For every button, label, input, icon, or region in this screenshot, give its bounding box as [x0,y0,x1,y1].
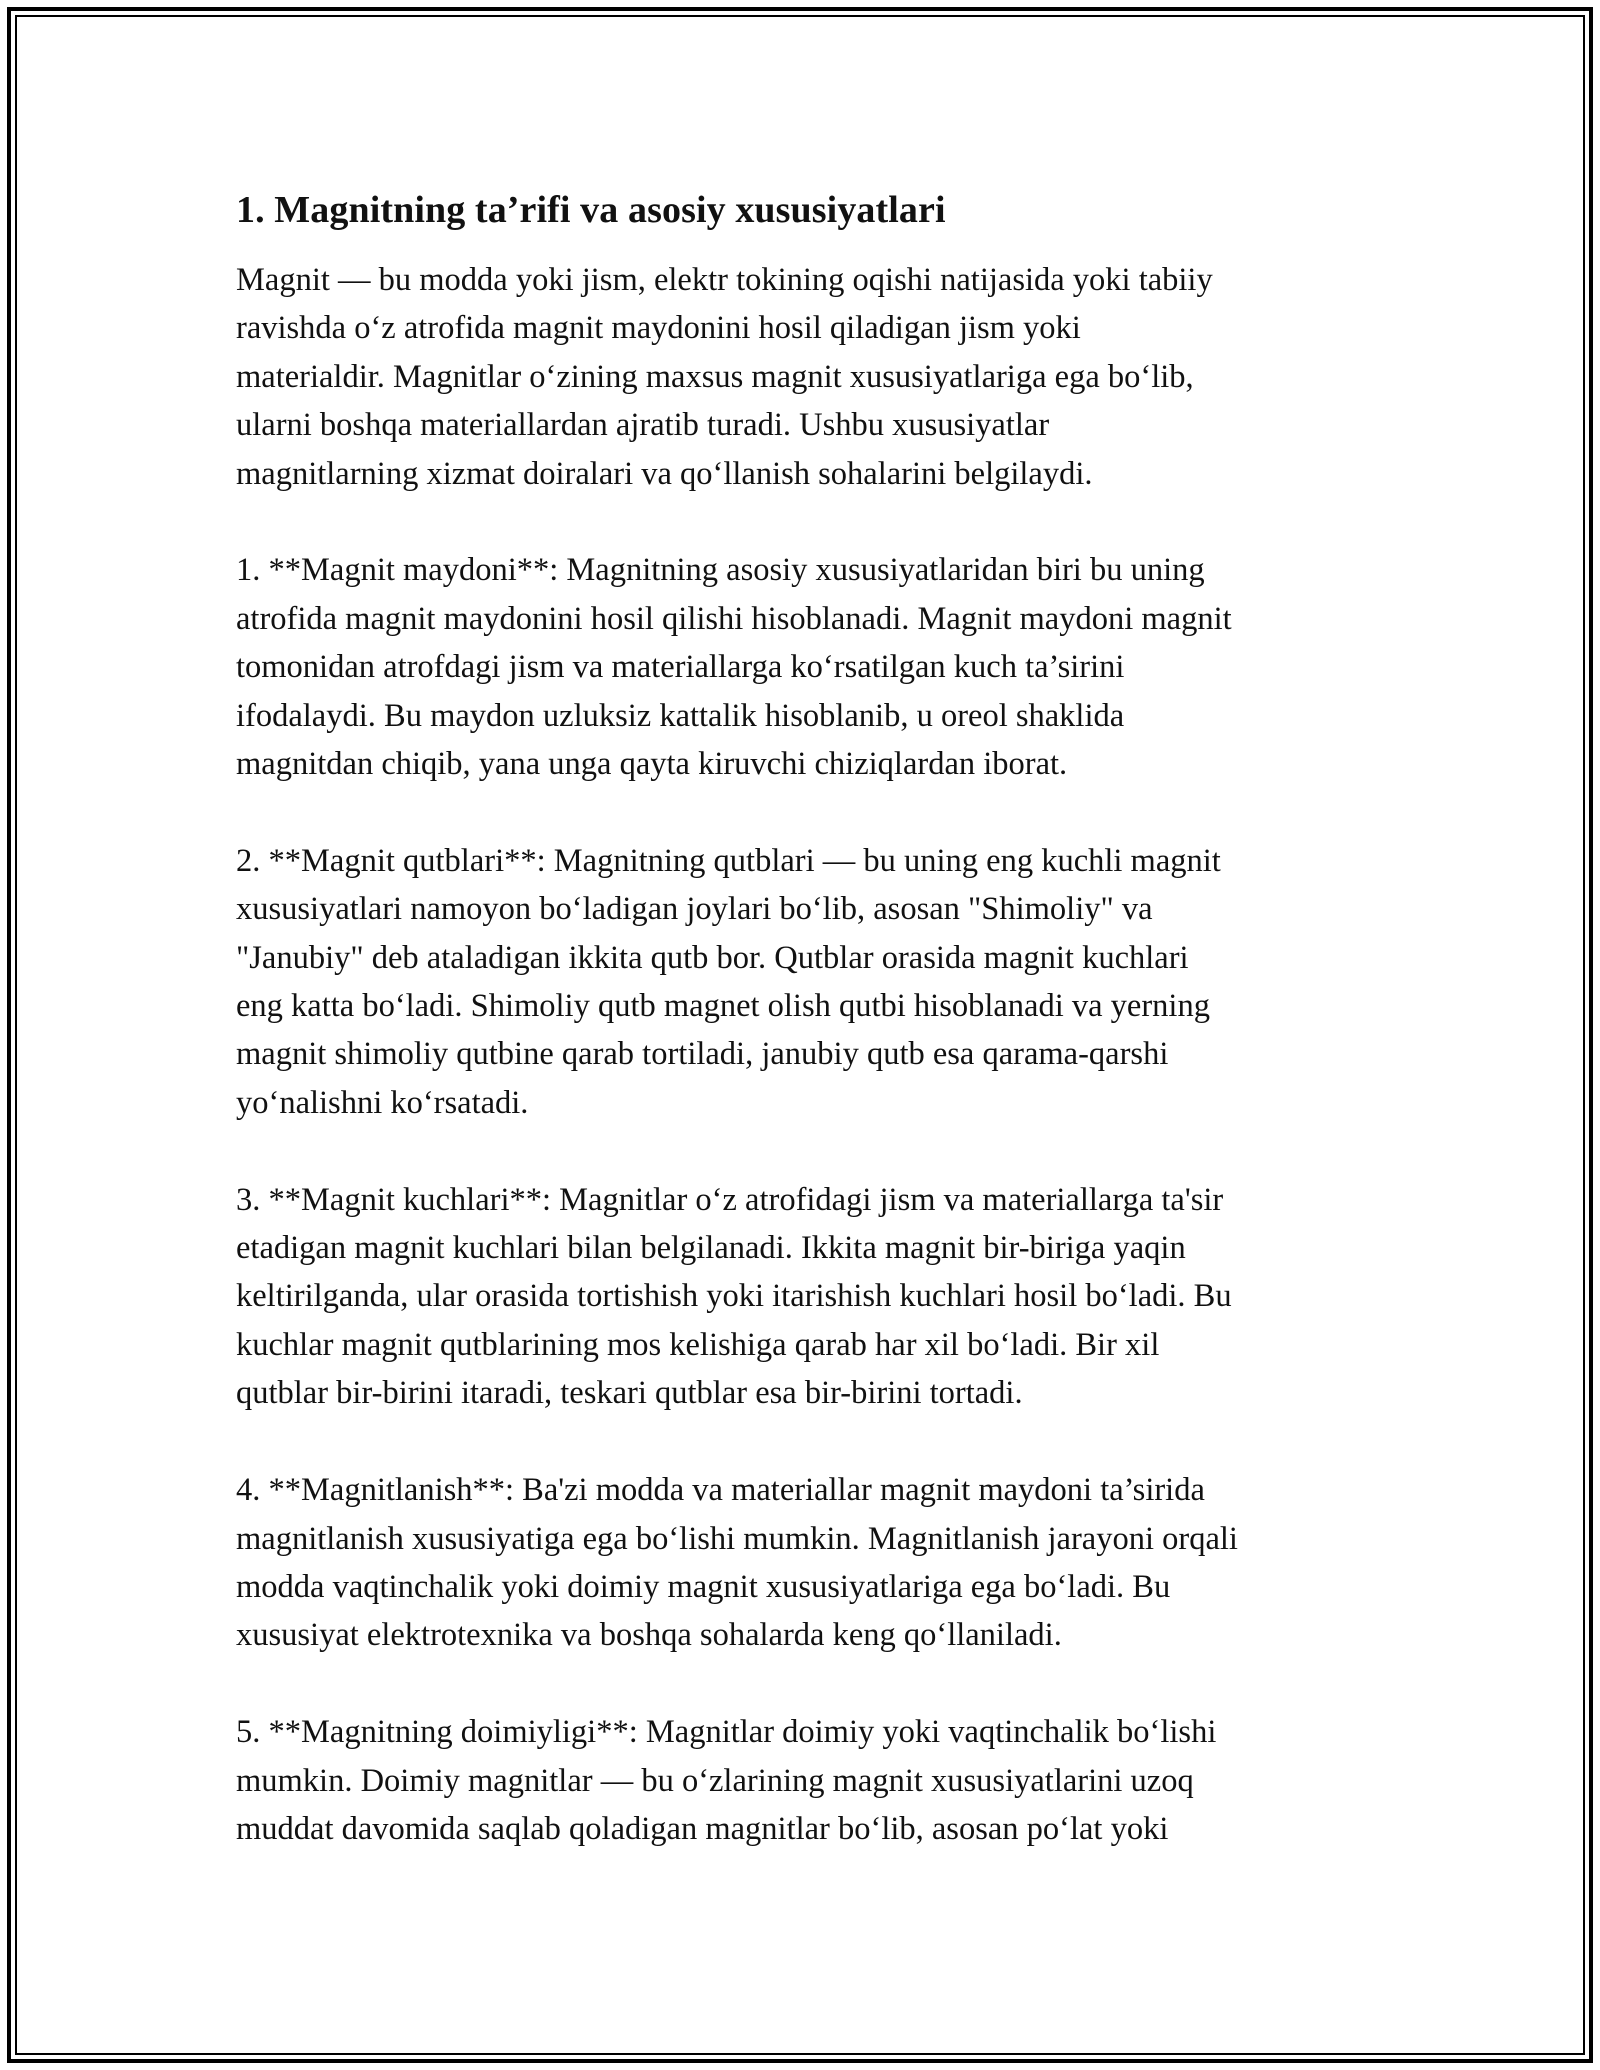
section-title: 1. Magnitning ta’rifi va asosiy xususiyatlari [236,189,946,231]
list-item-magnetic-forces: 3. **Magnit kuchlari**: Magnitlar oʻz atrofidagi jism va materiallarga ta'sir etadigan magnit kuchlari bilan belgilanadi. Ikkita magnit bir-biriga yaqin keltirilganda, ular orasida tortishish yoki itarishish kuchlari hosil boʻladi. Bu kuchlar magnit qutblarining mos kelishiga qarab har xil boʻladi. Bir xil qutblar bir-birini itaradi, teskari qutblar esa bir-birini tortadi. [236,1181,1232,1412]
list-item-magnetization: 4. **Magnitlanish**: Ba'zi modda va materiallar magnit maydoni ta’sirida magnitlanish xususiyatiga ega boʻlishi mumkin. Magnitlanish jarayoni orqali modda vaqtinchalik yoki doimiy magnit xususiyatlariga ega boʻladi. Bu xususiyat elektrotexnika va boshqa sohalarda keng qoʻllaniladi. [236,1472,1238,1654]
document-body [236,186,1376,1853]
list-item-permanence: 5. **Magnitning doimiyligi**: Magnitlar doimiy yoki vaqtinchalik boʻlishi mumkin. Doimiy magnitlar — bu oʻzlarining magnit xususiyatlarini uzoq muddat davomida saqlab qoladigan magnitlar boʻlib, asosan poʻlat yoki [236,1714,1217,1847]
list-item-magnetic-field: 1. **Magnit maydoni**: Magnitning asosiy xususiyatlaridan biri bu uning atrofida magnit maydonini hosil qilishi hisoblanadi. Magnit maydoni magnit tomonidan atrofdagi jism va materiallarga koʻrsatilgan kuch ta’sirini ifodalaydi. Bu maydon uzluksiz kattalik hisoblanib, u oreol shaklida magnitdan chiqib, yana unga qayta kiruvchi chiziqlardan iborat. [236,552,1232,783]
intro-paragraph: Magnit — bu modda yoki jism, elektr tokining oqishi natijasida yoki tabiiy ravishda oʻz atrofida magnit maydonini hosil qiladigan jism yoki materialdir. Magnitlar oʻzining maxsus magnit xususiyatlariga ega boʻlib, ularni boshqa materiallardan ajratib turadi. Ushbu xususiyatlar magnitlarning xizmat doiralari va qoʻllanish sohalarini belgilaydi. [236,262,1213,492]
list-item-magnetic-poles: 2. **Magnit qutblari**: Magnitning qutblari — bu uning eng kuchli magnit xususiyatlari namoyon boʻladigan joylari boʻlib, asosan "Shimoliy" va "Janubiy" deb ataladigan ikkita qutb bor. Qutblar orasida magnit kuchlari eng katta boʻladi. Shimoliy qutb magnet olish qutbi hisoblanadi va yerning magnit shimoliy qutbine qarab tortiladi, janubiy qutb esa qarama-qarshi yoʻnalishni koʻrsatadi. [236,842,1221,1121]
